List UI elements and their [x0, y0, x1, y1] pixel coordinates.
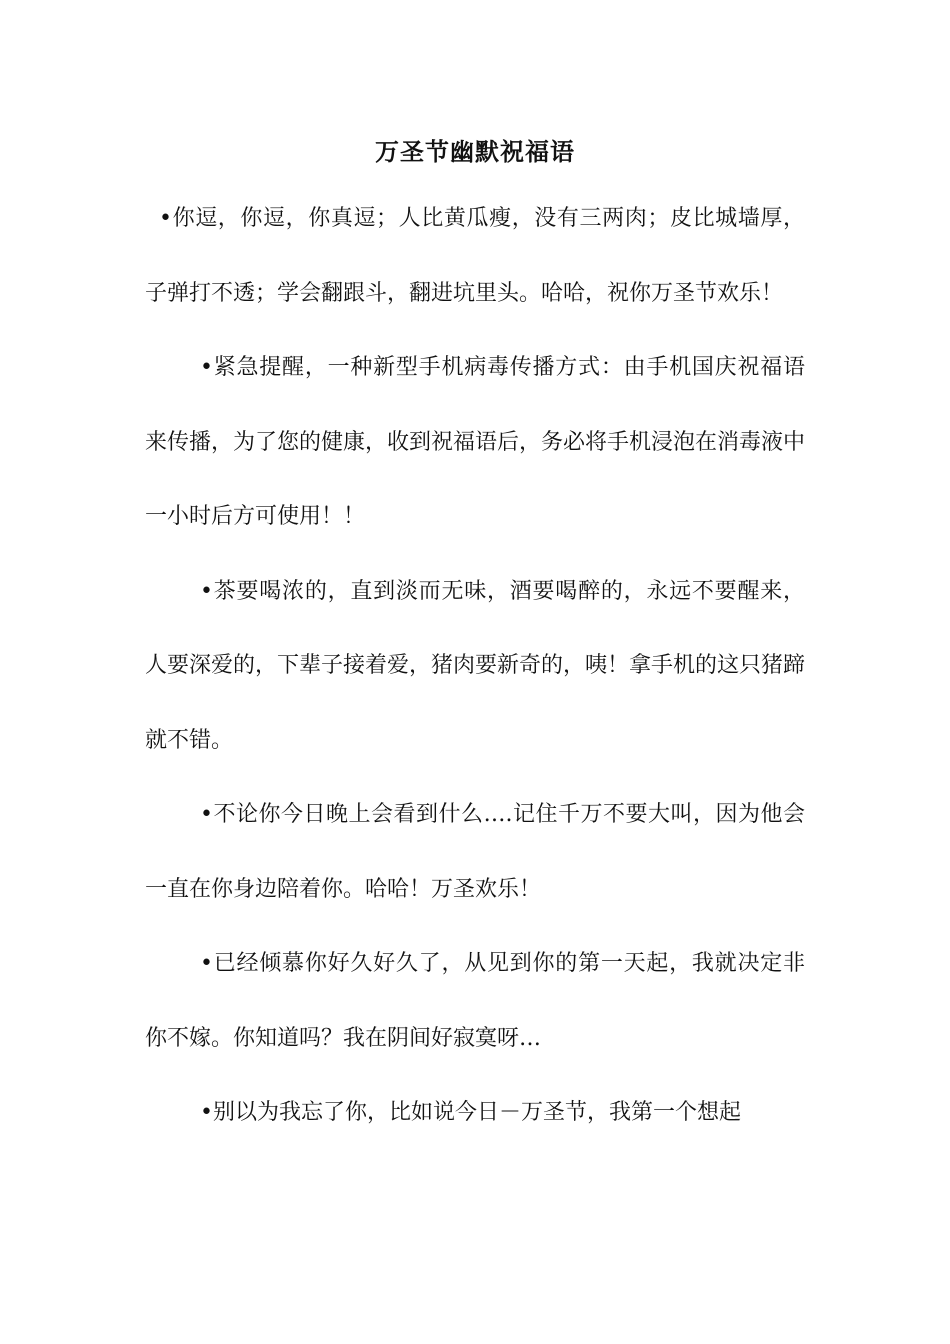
document-body: [145, 182, 805, 1151]
paragraph: •不论你今日晚上会看到什么….记住千万不要大叫，因为他会一直在你身边陪着你。哈哈！万圣欢乐！: [145, 802, 805, 902]
document-title: 万圣节幽默祝福语: [375, 137, 575, 166]
paragraph: •已经倾慕你好久好久了，从见到你的第一天起，我就决定非你不嫁。你知道吗？我在阴间好寂寞呀…: [145, 951, 805, 1051]
paragraph: •紧急提醒，一种新型手机病毒传播方式：由手机国庆祝福语来传播，为了您的健康，收到祝福语后，务必将手机浸泡在消毒液中一小时后方可使用！！: [145, 355, 806, 529]
paragraph: •茶要喝浓的，直到淡而无味，酒要喝醉的，永远不要醒来，人要深爱的，下辈子接着爱，猪肉要新奇的，咦！拿手机的这只猪蹄就不错。: [145, 578, 806, 753]
paragraph: •你逗，你逗，你真逗；人比黄瓜瘦，没有三两肉；皮比城墙厚，子弹打不透；学会翻跟斗，翻进坑里头。哈哈，祝你万圣节欢乐！: [145, 206, 805, 306]
paragraph: •别以为我忘了你，比如说今日－万圣节，我第一个想起: [200, 1100, 741, 1125]
